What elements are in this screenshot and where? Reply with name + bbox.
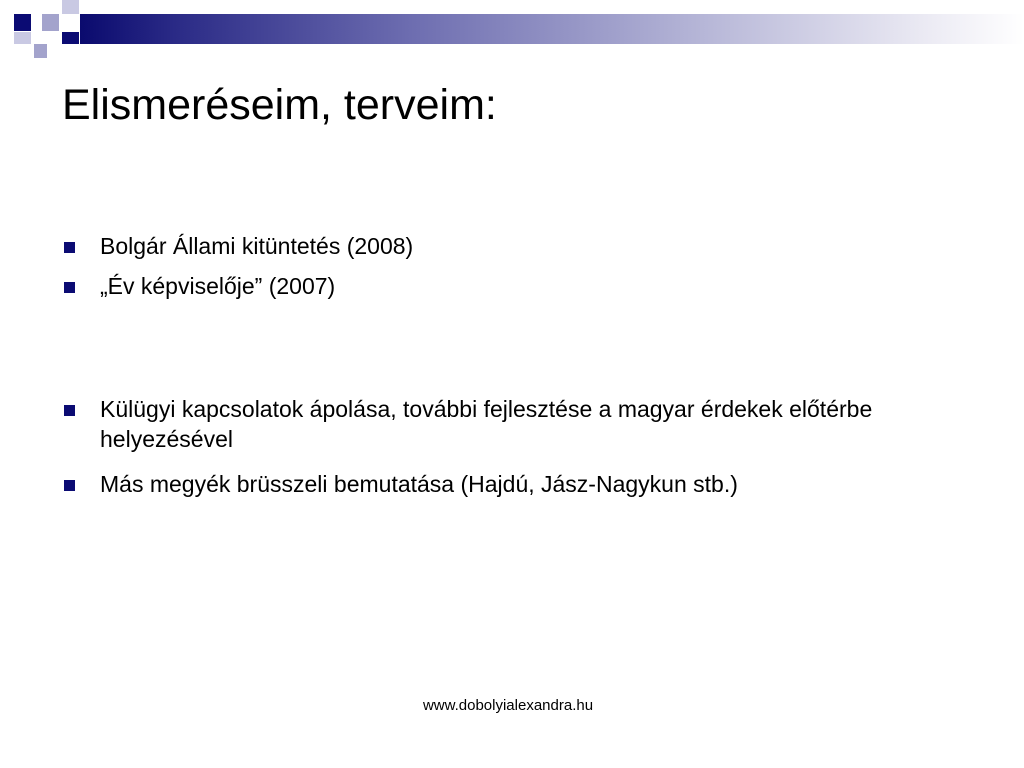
bullet-item <box>100 231 980 261</box>
bullet-square-icon <box>64 405 75 416</box>
bullet-text: „Év képviselője” (2007) <box>100 273 336 299</box>
slide-title: Elismeréseim, terveim: <box>62 81 497 129</box>
bullet-square-icon <box>64 282 75 293</box>
header-square-light-2 <box>14 32 31 44</box>
bullet-square-icon <box>64 480 75 491</box>
header-gradient-bar <box>80 14 1024 44</box>
footer <box>0 697 1024 714</box>
bullet-item <box>100 469 980 499</box>
footer-url[interactable]: www.dobolyialexandra.hu <box>422 697 594 714</box>
header-square-dark <box>14 14 31 31</box>
bullet-text: Bolgár Állami kitüntetés (2008) <box>100 233 414 259</box>
header-square-dark-2 <box>62 32 79 44</box>
bullet-text: Külügyi kapcsolatok ápolása, további fejlesztése a magyar érdekek előtérbe helyezésével <box>100 396 873 452</box>
bullet-text: Más megyék brüsszeli bemutatása (Hajdú, Jász-Nagykun stb.) <box>100 471 738 497</box>
bullet-item <box>100 394 980 454</box>
header-square-light-3 <box>34 44 47 58</box>
bullet-item <box>100 271 980 301</box>
header-square-lighter <box>62 0 79 14</box>
header-square-light <box>42 14 59 31</box>
bullet-square-icon <box>64 242 75 253</box>
